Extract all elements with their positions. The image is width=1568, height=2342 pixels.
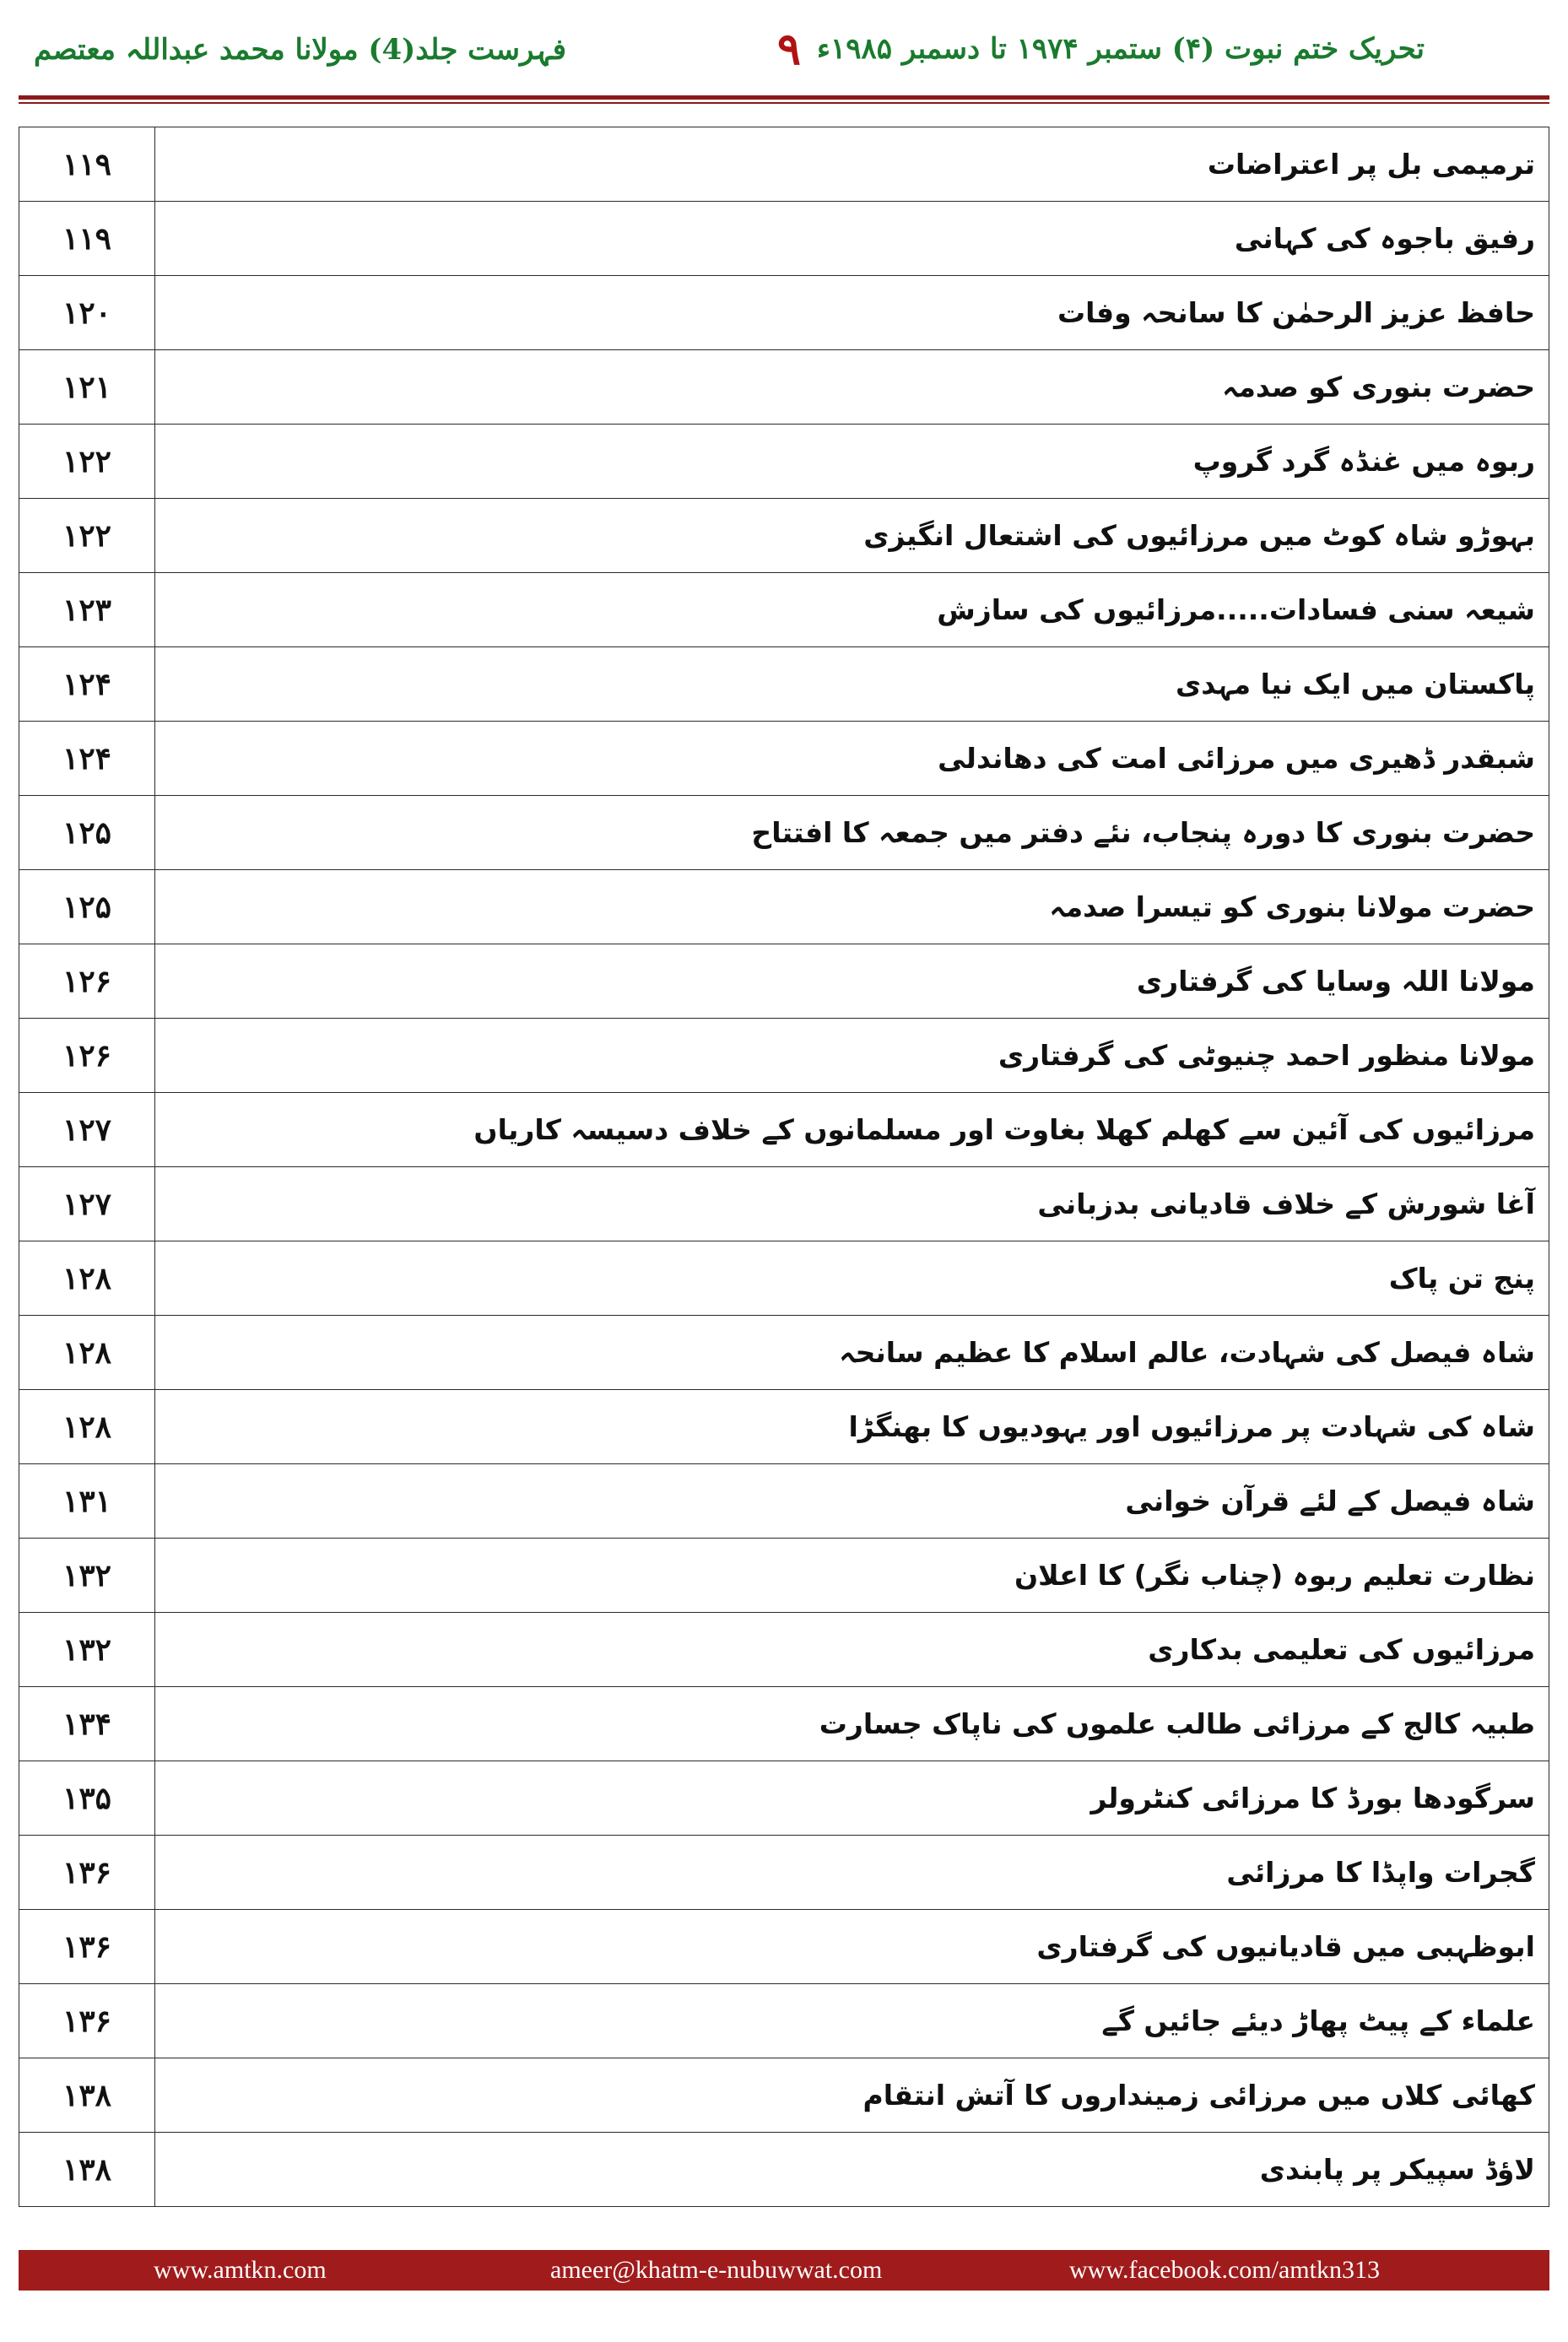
table-row	[19, 647, 1549, 722]
page-ref: ۱۲۰	[19, 276, 155, 350]
page-ref: ۱۲۲	[19, 499, 155, 573]
page-ref: ۱۱۹	[19, 127, 155, 202]
entry-title: مرزائیوں کی آئین سے کھلم کھلا بغاوت اور مسلمانوں کے خلاف دسیسہ کاریاں	[155, 1093, 1549, 1167]
entry-title: لاؤڈ سپیکر پر پابندی	[155, 2133, 1549, 2207]
page-ref: ۱۲۲	[19, 425, 155, 499]
website-link[interactable]: www.amtkn.com	[154, 2256, 327, 2284]
page-ref: ۱۳۶	[19, 1836, 155, 1910]
table-row	[19, 2133, 1549, 2207]
table-row	[19, 425, 1549, 499]
entry-title: شاہ فیصل کی شہادت، عالم اسلام کا عظیم سانحہ	[155, 1316, 1549, 1390]
table-row	[19, 1613, 1549, 1687]
page-ref: ۱۳۸	[19, 2058, 155, 2133]
table-row	[19, 1687, 1549, 1761]
page-ref: ۱۲۳	[19, 573, 155, 647]
table-row	[19, 944, 1549, 1019]
page-ref: ۱۳۲	[19, 1539, 155, 1613]
entry-title: سرگودھا بورڈ کا مرزائی کنٹرولر	[155, 1761, 1549, 1836]
table-row	[19, 722, 1549, 796]
page-ref: ۱۲۶	[19, 1019, 155, 1093]
table-row	[19, 1093, 1549, 1167]
entry-title: پاکستان میں ایک نیا مہدی	[155, 647, 1549, 722]
page-ref: ۱۲۱	[19, 350, 155, 425]
entry-title: رفیق باجوہ کی کہانی	[155, 202, 1549, 276]
table-row	[19, 870, 1549, 944]
entry-title: بہوڑو شاہ کوٹ میں مرزائیوں کی اشتعال انگیزی	[155, 499, 1549, 573]
page-ref: ۱۲۸	[19, 1241, 155, 1316]
table-row	[19, 499, 1549, 573]
header-rule-thin	[19, 102, 1549, 104]
table-row	[19, 276, 1549, 350]
table-row	[19, 1836, 1549, 1910]
page-ref: ۱۳۴	[19, 1687, 155, 1761]
entry-title: شیعہ سنی فسادات.....مرزائیوں کی سازش	[155, 573, 1549, 647]
page-footer	[19, 2250, 1549, 2291]
page-ref: ۱۳۶	[19, 1984, 155, 2058]
page-ref: ۱۲۵	[19, 870, 155, 944]
page-ref: ۱۳۵	[19, 1761, 155, 1836]
entry-title: شاہ کی شہادت پر مرزائیوں اور یہودیوں کا بھنگڑا	[155, 1390, 1549, 1464]
entry-title: حضرت مولانا بنوری کو تیسرا صدمہ	[155, 870, 1549, 944]
page-ref: ۱۲۸	[19, 1316, 155, 1390]
header-rule	[19, 95, 1549, 100]
entry-title: علماء کے پیٹ پھاڑ دیئے جائیں گے	[155, 1984, 1549, 2058]
entry-title: مولانا اللہ وسایا کی گرفتاری	[155, 944, 1549, 1019]
entry-title: ابوظہبی میں قادیانیوں کی گرفتاری	[155, 1910, 1549, 1984]
page-ref: ۱۳۲	[19, 1613, 155, 1687]
page-ref: ۱۲۶	[19, 944, 155, 1019]
table-row	[19, 350, 1549, 425]
table-row	[19, 127, 1549, 202]
entry-title: طبیہ کالج کے مرزائی طالب علموں کی ناپاک جسارت	[155, 1687, 1549, 1761]
page-ref: ۱۲۷	[19, 1167, 155, 1241]
table-row	[19, 1539, 1549, 1613]
entry-title: حافظ عزیز الرحمٰن کا سانحہ وفات	[155, 276, 1549, 350]
facebook-link[interactable]: www.facebook.com/amtkn313	[1069, 2256, 1380, 2284]
entry-title: پنج تن پاک	[155, 1241, 1549, 1316]
entry-title: کھائی کلاں میں مرزائی زمینداروں کا آتش انتقام	[155, 2058, 1549, 2133]
entry-title: آغا شورش کے خلاف قادیانی بدزبانی	[155, 1167, 1549, 1241]
page-ref: ۱۳۸	[19, 2133, 155, 2207]
page-ref: ۱۲۴	[19, 722, 155, 796]
table-of-contents	[19, 127, 1549, 2207]
entry-title: حضرت بنوری کا دورہ پنجاب، نئے دفتر میں جمعہ کا افتتاح	[155, 796, 1549, 870]
entry-title: حضرت بنوری کو صدمہ	[155, 350, 1549, 425]
entry-title: گجرات واپڈا کا مرزائی	[155, 1836, 1549, 1910]
entry-title: ربوہ میں غنڈہ گرد گروپ	[155, 425, 1549, 499]
table-row	[19, 1316, 1549, 1390]
volume-title: فہرست جلد(4) مولانا محمد عبداللہ معتصم	[34, 33, 566, 67]
page-ref: ۱۲۷	[19, 1093, 155, 1167]
page-ref: ۱۱۹	[19, 202, 155, 276]
table-row	[19, 1910, 1549, 1984]
entry-title: شبقدر ڈھیری میں مرزائی امت کی دھاندلی	[155, 722, 1549, 796]
email-link[interactable]: ameer@khatm-e-nubuwwat.com	[550, 2256, 883, 2284]
page-ref: ۱۲۸	[19, 1390, 155, 1464]
table-row	[19, 1167, 1549, 1241]
table-row	[19, 1761, 1549, 1836]
table-row	[19, 202, 1549, 276]
table-row	[19, 1464, 1549, 1539]
table-row	[19, 1241, 1549, 1316]
page-ref: ۱۳۶	[19, 1910, 155, 1984]
page-header	[0, 0, 1568, 105]
table-row	[19, 796, 1549, 870]
entry-title: شاہ فیصل کے لئے قرآن خوانی	[155, 1464, 1549, 1539]
table-row	[19, 1984, 1549, 2058]
table-row	[19, 573, 1549, 647]
page-ref: ۱۲۴	[19, 647, 155, 722]
entry-title: نظارت تعلیم ربوہ (چناب نگر) کا اعلان	[155, 1539, 1549, 1613]
page-number: ۹	[777, 24, 801, 75]
page-ref: ۱۲۵	[19, 796, 155, 870]
entry-title: مولانا منظور احمد چنیوٹی کی گرفتاری	[155, 1019, 1549, 1093]
table-row	[19, 1019, 1549, 1093]
page-ref: ۱۳۱	[19, 1464, 155, 1539]
entry-title: ترمیمی بل پر اعتراضات	[155, 127, 1549, 202]
table-row	[19, 2058, 1549, 2133]
table-row	[19, 1390, 1549, 1464]
book-title: تحریک ختم نبوت (۴) ستمبر ۱۹۷۴ تا دسمبر ۱۹۸۵ء	[816, 32, 1425, 66]
entry-title: مرزائیوں کی تعلیمی بدکاری	[155, 1613, 1549, 1687]
